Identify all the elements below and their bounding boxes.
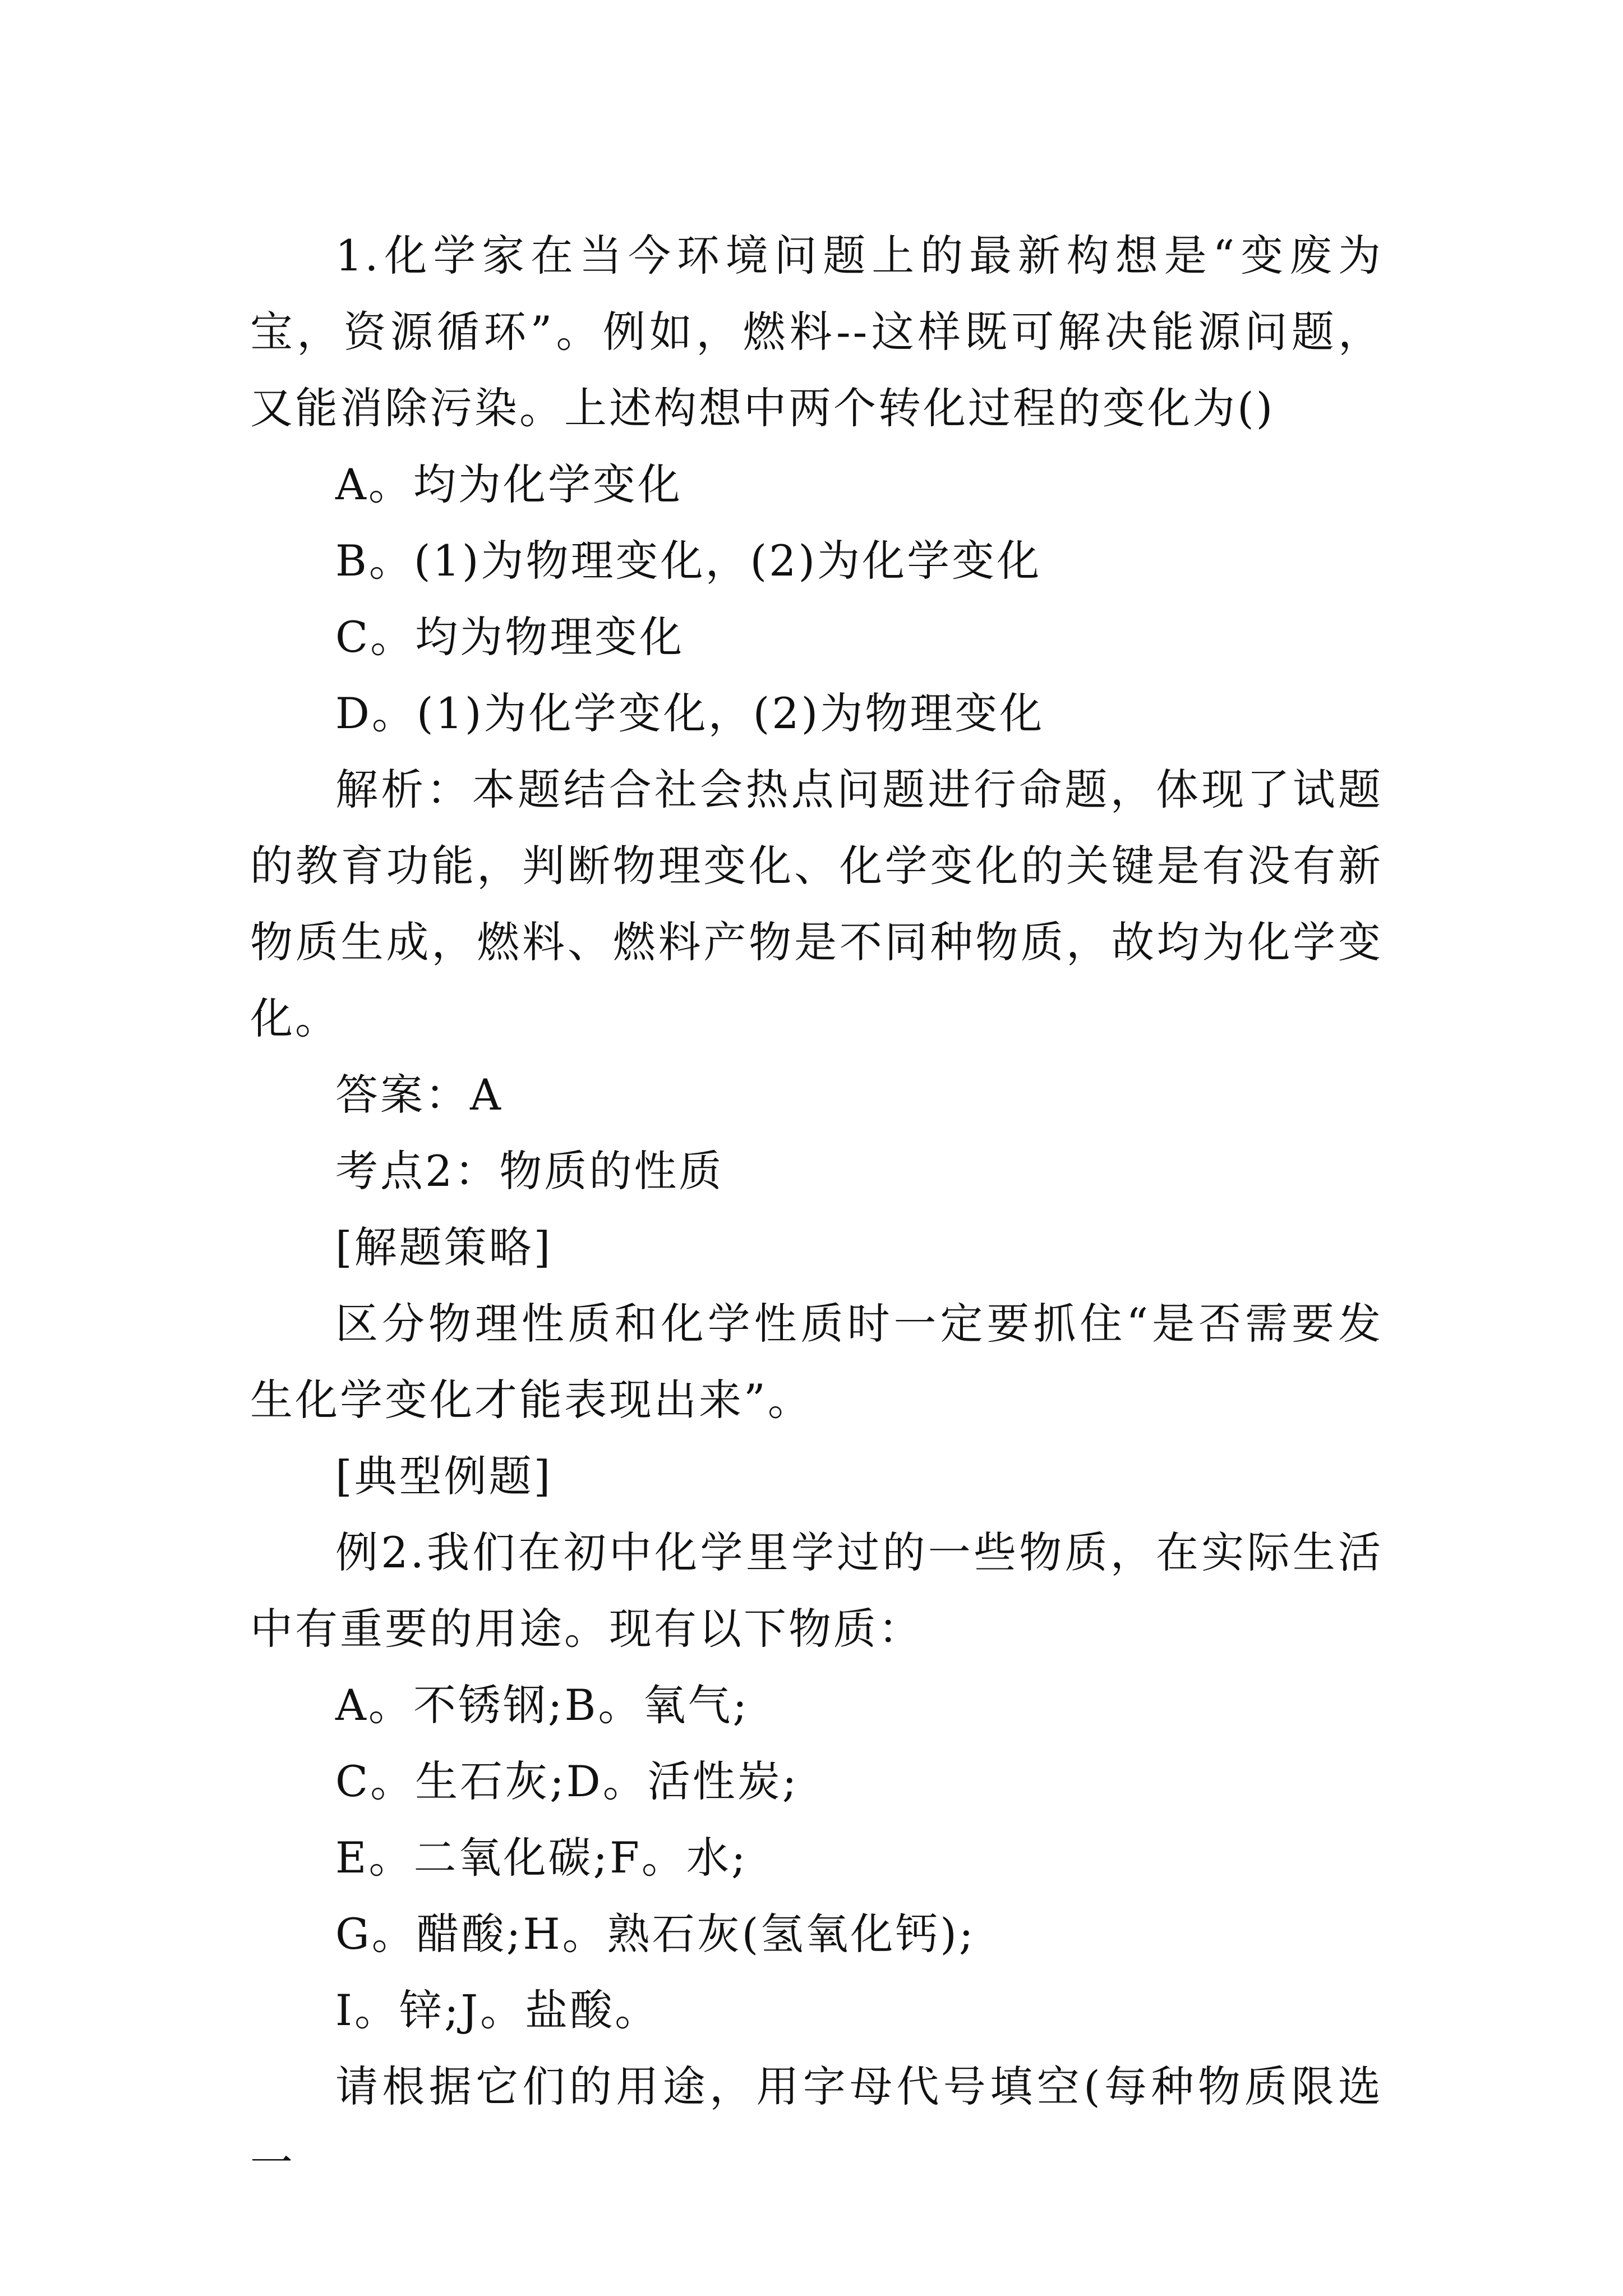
substance-list-item: I。锌;J。盐酸。: [335, 1985, 660, 2035]
section-heading: 考点2：物质的性质: [335, 1146, 724, 1196]
question-1-stem: 1.化学家在当今环境问题上的最新构想是“变废为宝，资源循环”。例如，燃料--这样既可解决能源问题，又能消除污染。上述构想中两个转化过程的变化为(): [250, 231, 1383, 433]
analysis: 解析：本题结合社会热点问题进行命题，体现了试题的教育功能，判断物理变化、化学变化的关键是有没有新物质生成，燃料、燃料产物是不同种物质，故均为化学变化。: [250, 765, 1383, 1043]
option-d: D。(1)为化学变化，(2)为物理变化: [335, 688, 1045, 738]
strategy-text: 区分物理性质和化学性质时一定要抓住“是否需要发生化学变化才能表现出来”。: [250, 1299, 1383, 1425]
substance-list-item: E。二氧化碳;F。水;: [335, 1833, 748, 1883]
substance-list-item: A。不锈钢;B。氧气;: [335, 1680, 749, 1730]
answer: 答案：A: [335, 1070, 503, 1120]
document-body: [250, 218, 1383, 2201]
strategy-heading: [解题策略]: [335, 1222, 553, 1272]
example-2-stem: 例2.我们在初中化学里学过的一些物质，在实际生活中有重要的用途。现有以下物质：: [250, 1527, 1383, 1654]
example-heading: [典型例题]: [335, 1451, 553, 1501]
substance-list-item: C。生石灰;D。活性炭;: [335, 1756, 799, 1806]
option-c: C。均为物理变化: [335, 612, 685, 662]
substance-list-item: G。醋酸;H。熟石灰(氢氧化钙);: [335, 1909, 976, 1959]
instruction-text: 请根据它们的用途，用字母代号填空(每种物质限选一: [250, 2062, 1383, 2188]
option-a: A。均为化学变化: [335, 459, 683, 509]
option-b: B。(1)为物理变化，(2)为化学变化: [335, 536, 1042, 586]
